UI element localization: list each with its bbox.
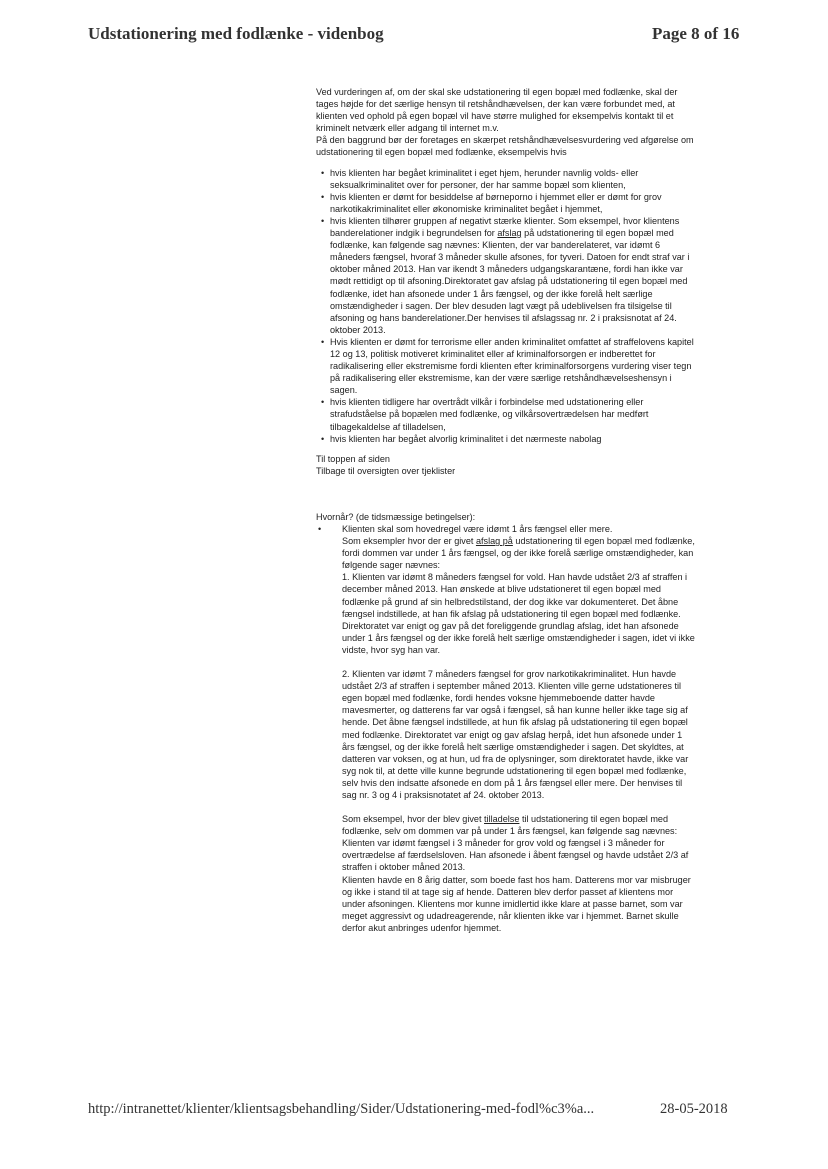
example-intro-text: til udstationering til egen bopæl med fodlænke, selv om dommen var på under 1 års fængsel, kan følgende sag nævnes: [342, 814, 678, 837]
criteria-list [316, 167, 696, 445]
afslag-paa-link[interactable]: afslag på [475, 536, 513, 547]
example-intro-text: Som eksempel, hvor der blev givet [342, 814, 485, 825]
list-item-text: på udstationering til egen bopæl med fodlænke, kan følgende sag nævnes: Klienten, der var banderelateret, var idømt 6 måneders fængsel, hvoraf 3 måneder skulle afsones, for tyveri. Datoen for endt straf var i oktober måned 2013. Han var ikendt 3 måneders udgangskarantæne, fordi han ikke var mødt rettidigt op til afsoning.Direktoratet gav afslag på udstationering til egen bopæl med fodlænke, idet han afsonede under 1 års fængsel, og der ikke forelå helt særlige omstændigheder i sagen. Der blev desuden lagt vægt på udeblivelsen fra tilsigelse til afsoning og hans banderelationer.Der henvises til afslagssag nr. 2 i praksisnotat af 24. oktober 2013. [330, 228, 690, 335]
list-item: • hvis klienten har begået alvorlig kriminalitet i det nærmeste nabolag [330, 433, 696, 445]
afslag-link[interactable]: afslag [497, 228, 522, 239]
page-number: Page 8 of 16 [652, 24, 740, 43]
intro-paragraph-2: På den baggrund bør der foretages en skærpet retshåndhævelsesvurdering ved afgørelse om udstationering til egen bopæl med fodlænke, eksempelvis hvis [316, 135, 694, 158]
intro-paragraph-1: Ved vurderingen af, om der skal ske udstationering til egen bopæl med fodlænke, skal der tages højde for det særlige hensyn til retshåndhævelsen, der kan være forbundet med, at klienten ved ophold på egen bopæl vil have større mulighed for eksempelvis kontakt til et kriminelt netværk eller adgang til internet m.v. [316, 87, 678, 134]
page-title: Udstationering med fodlænke - videnbog [88, 24, 384, 43]
examples-block [316, 535, 696, 934]
document-body [316, 86, 696, 934]
list-item: • hvis klienten tidligere har overtrådt vilkår i forbindelse med udstationering eller strafudståelse på bopælen med fodlænke, og vilkårsovertrædelsen har medført tilbagekaldelse af tilladelsen, [330, 396, 696, 432]
example-intro-2 [342, 813, 696, 837]
list-item: • hvis klienten har begået kriminalitet i eget hjem, herunder navnlig volds- eller seksualkriminalitet over for personer, der har samme bopæl som klienten, [330, 167, 696, 191]
list-item [330, 215, 696, 336]
list-item: • Hvis klienten er dømt for terrorisme eller anden kriminalitet omfattet af straffelovens kapitel 12 og 13, politisk motiveret kriminalitet eller af kriminalforsorgen er indberettet for radikalisering eller ekstremisme fordi klienten efter kriminalforsorgens vurdering viser tegn på radikalisering eller ekstremisme, kan der være særlige retshåndhævelseshensyn i sagen. [330, 336, 696, 396]
example-intro-text: udstationering til egen bopæl med fodlænke, fordi dommen var under 1 års fængsel, og der ikke forelå særlige omstændigheder, kan følgende sager nævnes: [342, 536, 695, 571]
back-to-checklists-link[interactable]: Tilbage til oversigten over tjeklister [316, 465, 456, 476]
case-1: 1. Klienten var idømt 8 måneders fængsel for vold. Han havde udstået 2/3 af straffen i december måned 2013. Han ønskede at blive udstationeret til egen bopæl med fodlænke på grund af sin helbredstilstand, der dog ikke var dokumenteret. Det åbne fængsel indstillede, at han fik afslag på udstationering til egen bopæl med fodlænke. Direktoratet var enigt og gav på det foreliggende grundlag afslag, idet han afsonede under 1 års fængsel og der ikke forelå helt særlige omstændigheder i sagen, idet vi ikke vidste, hvor syg han var. [342, 572, 695, 655]
case-2: 2. Klienten var idømt 7 måneders fængsel for grov narkotikakriminalitet. Hun havde udstået 2/3 af straffen i september måned 2013. Klienten ville gerne udstationeres til egen bopæl med fodlænke, fordi hendes voksne hjemmeboende datter havde mavesmerter, og datterens far var også i fængsel, så han kunne heller ikke tage sig af hende. Det åbne fængsel indstillede, at hun fik afslag på udstationering til egen bopæl med fodlænke. Direktoratet var enigt og gav afslag herpå, idet hun afsonede under 1 års fængsel, og der ikke forelå helt særlige omstændigheder i sagen. Det skyldtes, at datteren var voksen, og at hun, ud fra de oplysninger, som direktoratet havde, ikke var syg nok til, at dette ville kunne begrunde udstationering til egen bopæl med fodlænke, selv hvis den indsatte afsonede en dom på 1 års fængsel eller mere. Der henvises til sag nr. 3 og 4 i praksisnotatet af 24. oktober 2013. [342, 669, 689, 800]
case-3b: Klienten havde en 8 årig datter, som boede fast hos ham. Datterens mor var misbruger og ikke i stand til at tage sig af hende. Datteren blev derfor passet af klientens mor under afsoningen. Klientens mor kunne imidlertid ikke klare at passe barnet, som var meget aggressivt og udadreagerende, når klienten ikke var i hjemmet. Barnet skulle derfor akut anbringes udenfor hjemmet. [342, 874, 691, 933]
list-item-text: hvis klienten tilhører gruppen af negativt stærke klienter. Som eksempel, hvor klientens banderelationer indgik i begrundelsen for [330, 215, 680, 239]
list-item: • hvis klienten er dømt for besiddelse af børneporno i hjemmet eller er dømt for grov narkotikakriminalitet eller økonomiske kriminalitet begået i hjemmet, [330, 191, 696, 215]
section-bullet: • Klienten skal som hovedregel være idømt 1 års fængsel eller mere. [316, 523, 696, 535]
example-intro-text: Som eksempler hvor der er givet [342, 536, 476, 547]
example-intro [342, 535, 696, 571]
footer-url: http://intranettet/klienter/klientsagsbehandling/Sider/Udstationering-med-fodl%c3%a... [88, 1101, 595, 1117]
back-to-top-link[interactable]: Til toppen af siden [316, 453, 390, 464]
case-3a: Klienten var idømt fængsel i 3 måneder for grov vold og fængsel i 3 måneder for overtrædelse af færdselsloven. Han afsonede i åbent fængsel og havde udstået 2/3 af straffen i oktober måned 2013. [342, 838, 689, 873]
section-heading: Hvornår? (de tidsmæssige betingelser): [316, 511, 476, 522]
footer-date: 28-05-2018 [660, 1101, 728, 1117]
tilladelse-link[interactable]: tilladelse [484, 814, 520, 825]
